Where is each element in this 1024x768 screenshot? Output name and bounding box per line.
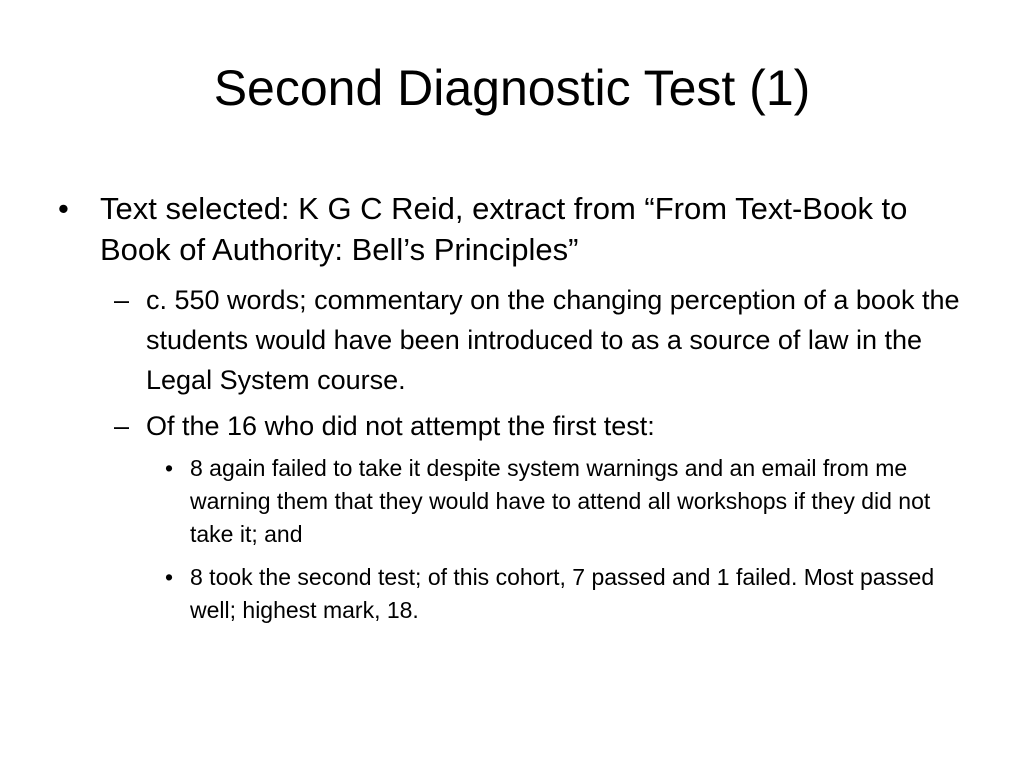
sub-sub-bullet-text: 8 took the second test; of this cohort, 7 passed and 1 failed. Most passed well; highest mark, 18. bbox=[190, 564, 935, 623]
sub-bullet-text: Of the 16 who did not attempt the first test: bbox=[146, 411, 655, 441]
sub-bullet-text: c. 550 words; commentary on the changing perception of a book the students would have been introduced to as a source of law in the Legal System course. bbox=[146, 285, 960, 395]
bullet-marker: • bbox=[165, 564, 174, 590]
slide-title: Second Diagnostic Test (1) bbox=[213, 60, 811, 116]
bullet-marker: • bbox=[165, 455, 174, 481]
sub-bullet-word-count bbox=[100, 280, 978, 400]
sub-bullet-non-attempters bbox=[100, 406, 978, 446]
bullet-marker: • bbox=[58, 191, 69, 226]
dash-marker: – bbox=[114, 411, 130, 441]
sub-sub-bullet-text: 8 again failed to take it despite system warnings and an email from me warning them that they would have to attend all workshops if they did not take it; and bbox=[190, 455, 931, 547]
dash-marker: – bbox=[114, 285, 130, 315]
slide-body bbox=[58, 188, 978, 637]
bullet-text: Text selected: K G C Reid, extract from “From Text-Book to Book of Authority: Bell’s Principles” bbox=[100, 191, 908, 267]
sub-sub-bullet-failed-again bbox=[146, 452, 950, 551]
sub-sub-bullet-second-test bbox=[146, 561, 950, 627]
bullet-text-selected bbox=[58, 188, 978, 270]
